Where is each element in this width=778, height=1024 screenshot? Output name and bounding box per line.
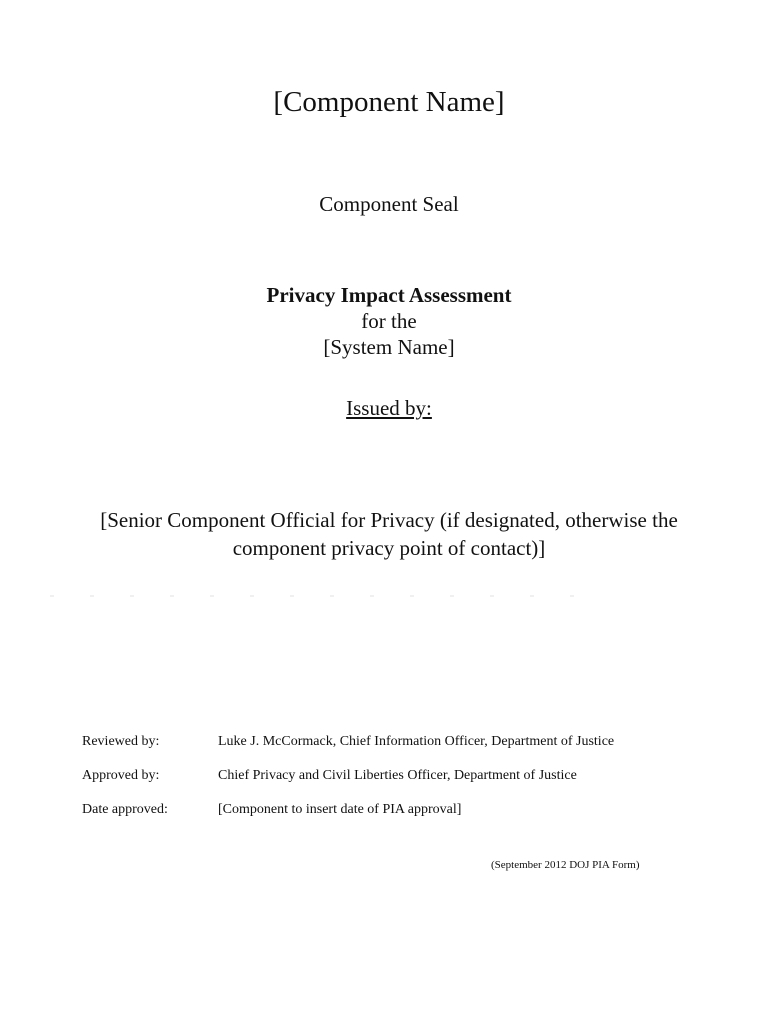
reviewed-by-value: Luke J. McCormack, Chief Information Officer, Department of Justice <box>218 734 615 749</box>
issuer-line-2: component privacy point of contact)] <box>232 536 546 560</box>
approved-by-value: Chief Privacy and Civil Liberties Officer, Department of Justice <box>218 768 577 783</box>
component-name: [Component Name] <box>273 86 505 118</box>
date-approved-label: Date approved: <box>82 802 168 817</box>
approved-by-label: Approved by: <box>82 768 160 783</box>
issuer-line-1: [Senior Component Official for Privacy (if designated, otherwise the <box>100 508 678 532</box>
form-version-note: (September 2012 DOJ PIA Form) <box>491 859 640 871</box>
document-title: Privacy Impact Assessment <box>266 283 512 307</box>
date-approved-value: [Component to insert date of PIA approval] <box>218 802 462 817</box>
issued-by-heading: Issued by: <box>346 396 432 420</box>
system-name: [System Name] <box>323 335 455 359</box>
faint-artifact-line <box>50 595 610 597</box>
for-the-text: for the <box>361 309 417 333</box>
component-seal-placeholder: Component Seal <box>319 192 459 216</box>
reviewed-by-label: Reviewed by: <box>82 734 160 749</box>
